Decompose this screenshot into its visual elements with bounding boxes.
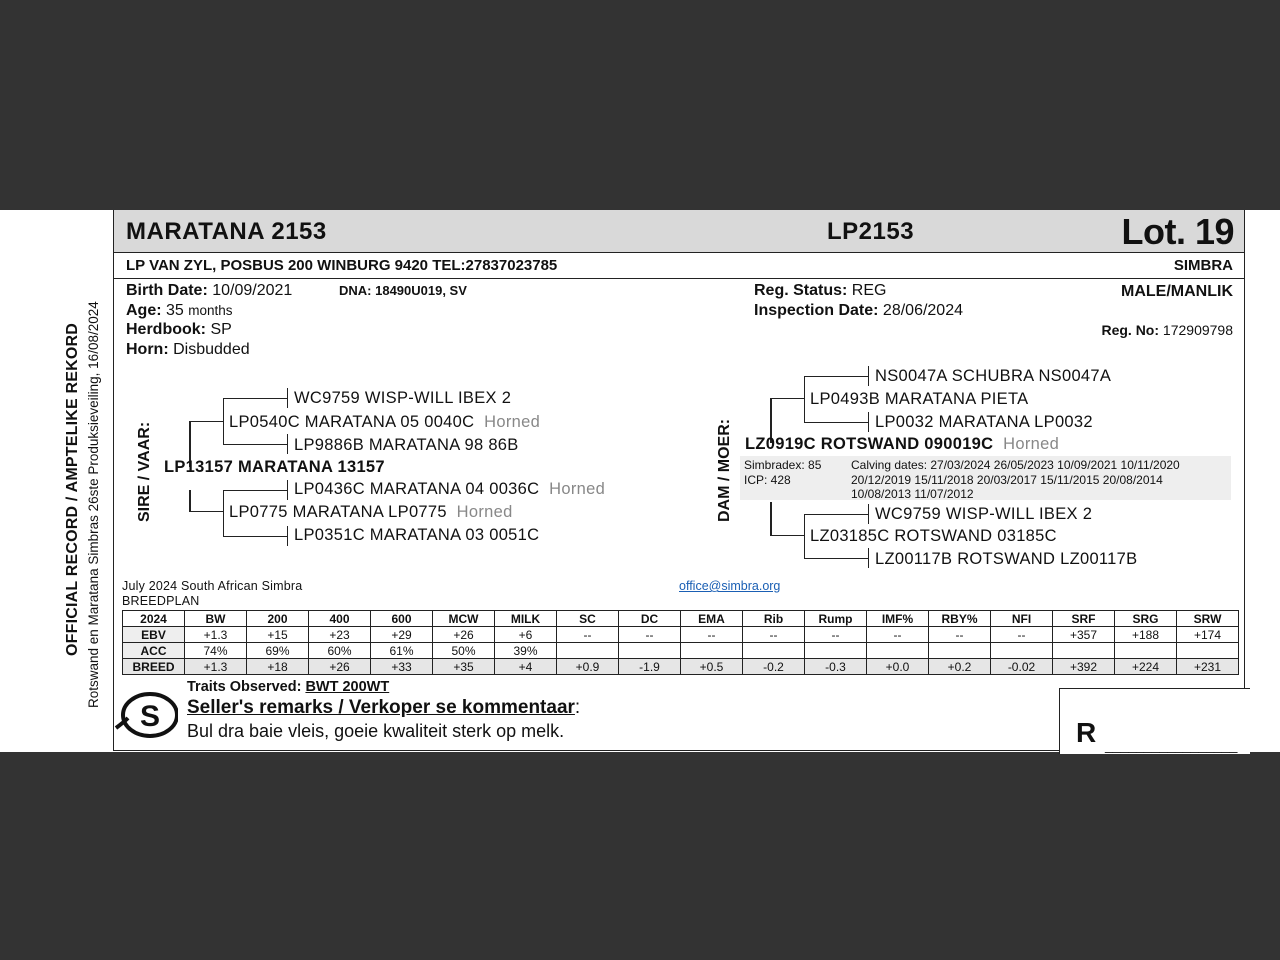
dam-dam-bracket-line bbox=[804, 514, 805, 559]
animal-name: MARATANA 2153 bbox=[126, 218, 327, 245]
table-cell: EBV bbox=[123, 627, 185, 643]
table-cell: +174 bbox=[1177, 627, 1239, 643]
table-cell bbox=[557, 643, 619, 659]
calving-dates: Calving dates: 27/03/2024 26/05/2023 10/09/2021 10/11/2020 20/12/2019 15/11/2018 20/03/2017 15/11/2015 20/08/2014 10/08/2013 11/07/2012 bbox=[851, 458, 1180, 501]
table-cell: +4 bbox=[495, 659, 557, 675]
table-cell: +0.9 bbox=[557, 659, 619, 675]
table-header-cell: RBY% bbox=[929, 611, 991, 627]
table-cell bbox=[929, 643, 991, 659]
table-row bbox=[123, 659, 1239, 675]
simbra-logo-icon bbox=[114, 688, 178, 748]
table-cell: -- bbox=[805, 627, 867, 643]
price-blank-line: _________________ bbox=[1105, 737, 1238, 753]
traits-observed: Traits Observed: BWT 200WT bbox=[187, 679, 390, 695]
owner-bar bbox=[114, 253, 1244, 279]
sire-dam-bracket-line bbox=[223, 536, 288, 537]
table-header-cell: BW bbox=[185, 611, 247, 627]
table-cell bbox=[681, 643, 743, 659]
pedigree-tick-line bbox=[868, 412, 869, 432]
pedigree-tick-line bbox=[868, 366, 869, 386]
dam-dam-bracket-line bbox=[804, 558, 869, 559]
animal-code: LP2153 bbox=[827, 218, 915, 245]
sire-bracket-line bbox=[189, 421, 223, 422]
pedigree-tick-line bbox=[868, 504, 869, 524]
dam-dam-bracket-line bbox=[804, 514, 869, 515]
lot-header bbox=[114, 210, 1244, 253]
table-cell: 69% bbox=[247, 643, 309, 659]
table-cell: BREED bbox=[123, 659, 185, 675]
dam-name: LZ0919C ROTSWAND 090019C Horned bbox=[745, 435, 1060, 453]
table-cell: +35 bbox=[433, 659, 495, 675]
table-header-cell: DC bbox=[619, 611, 681, 627]
sire-dam-name: LP0775 MARATANA LP0775 Horned bbox=[229, 503, 513, 521]
sire-dam-dam-name: LP0351C MARATANA 03 0051C bbox=[294, 526, 540, 544]
sire-sire-name: LP0540C MARATANA 05 0040C Horned bbox=[229, 413, 541, 431]
price-box[interactable] bbox=[1059, 688, 1250, 754]
table-cell bbox=[1053, 643, 1115, 659]
table-header-cell: 400 bbox=[309, 611, 371, 627]
table-header-cell: MCW bbox=[433, 611, 495, 627]
table-cell: +357 bbox=[1053, 627, 1115, 643]
dam-sire-name: LP0493B MARATANA PIETA bbox=[810, 390, 1029, 408]
table-header-cell: SRW bbox=[1177, 611, 1239, 627]
price-currency: R bbox=[1076, 717, 1097, 748]
table-cell: -- bbox=[929, 627, 991, 643]
dam-sire-bracket-line bbox=[804, 376, 805, 423]
dam-sire-bracket-line bbox=[804, 376, 869, 377]
table-cell: +392 bbox=[1053, 659, 1115, 675]
table-cell: +18 bbox=[247, 659, 309, 675]
dam-bracket-line bbox=[770, 502, 772, 536]
dam-sire-bracket-line bbox=[804, 422, 869, 423]
table-cell: -- bbox=[557, 627, 619, 643]
sire-sire-bracket-line bbox=[223, 444, 288, 445]
dam-sire-sire-name: NS0047A SCHUBRA NS0047A bbox=[875, 367, 1112, 385]
dam-indexes bbox=[744, 458, 821, 487]
sire-bracket-line bbox=[189, 511, 223, 512]
remarks-heading: Seller's remarks / Verkoper se kommentaar: bbox=[187, 697, 581, 718]
inspection-date-field: Inspection Date: 28/06/2024 bbox=[754, 302, 963, 319]
table-cell: +6 bbox=[495, 627, 557, 643]
table-cell: +33 bbox=[371, 659, 433, 675]
table-header-cell: SRG bbox=[1115, 611, 1177, 627]
simbradex-value: Simbradex: 85 bbox=[744, 458, 822, 472]
pedigree-tick-line bbox=[287, 526, 288, 546]
dna-info: DNA: 18490U019, SV bbox=[339, 283, 467, 298]
email-link[interactable]: office@simbra.org bbox=[679, 579, 781, 593]
table-header-cell: SRF bbox=[1053, 611, 1115, 627]
sex-label: MALE/MANLIK bbox=[1121, 283, 1233, 300]
pedigree-tick-line bbox=[287, 434, 288, 454]
dam-dam-dam-name: LZ00117B ROTSWAND LZ00117B bbox=[875, 550, 1138, 568]
table-cell: +0.0 bbox=[867, 659, 929, 675]
table-cell: +26 bbox=[309, 659, 371, 675]
icp-value: ICP: 428 bbox=[744, 472, 791, 487]
table-cell: +23 bbox=[309, 627, 371, 643]
table-cell: +15 bbox=[247, 627, 309, 643]
table-cell: 61% bbox=[371, 643, 433, 659]
dam-dam-name: LZ03185C ROTSWAND 03185C bbox=[810, 527, 1057, 545]
breed-name: SIMBRA bbox=[1173, 257, 1233, 274]
table-cell bbox=[805, 643, 867, 659]
table-cell: +0.5 bbox=[681, 659, 743, 675]
table-cell: -- bbox=[681, 627, 743, 643]
table-cell: -- bbox=[867, 627, 929, 643]
table-header-cell: IMF% bbox=[867, 611, 929, 627]
table-cell: -0.3 bbox=[805, 659, 867, 675]
table-cell: 50% bbox=[433, 643, 495, 659]
pedigree-tick-line bbox=[868, 548, 869, 568]
table-cell: +29 bbox=[371, 627, 433, 643]
table-header-cell: 2024 bbox=[123, 611, 185, 627]
table-header-cell: 600 bbox=[371, 611, 433, 627]
pedigree-tick-line bbox=[287, 388, 288, 408]
sire-sire-bracket-line bbox=[223, 398, 224, 445]
table-header-cell: NFI bbox=[991, 611, 1053, 627]
table-cell bbox=[991, 643, 1053, 659]
table-cell bbox=[1177, 643, 1239, 659]
table-cell: ACC bbox=[123, 643, 185, 659]
sire-bracket-line bbox=[189, 490, 191, 512]
sire-sire-dam-name: LP9886B MARATANA 98 86B bbox=[294, 436, 519, 454]
table-cell: +1.3 bbox=[185, 659, 247, 675]
table-cell: -- bbox=[743, 627, 805, 643]
table-cell: -- bbox=[991, 627, 1053, 643]
horn-field: Horn: Disbudded bbox=[126, 341, 250, 358]
owner-contact: LP VAN ZYL, POSBUS 200 WINBURG 9420 TEL:27837023785 bbox=[126, 257, 558, 274]
sire-dam-bracket-line bbox=[223, 490, 224, 537]
auction-subtitle: Rotswand en Maratana Simbras 26ste Produksieveiling, 16/08/2024 bbox=[86, 301, 101, 708]
table-row bbox=[123, 627, 1239, 643]
table-cell: 39% bbox=[495, 643, 557, 659]
table-cell: -1.9 bbox=[619, 659, 681, 675]
dam-sire-dam-name: LP0032 MARATANA LP0032 bbox=[875, 413, 1093, 431]
table-cell: +26 bbox=[433, 627, 495, 643]
table-cell: -0.02 bbox=[991, 659, 1053, 675]
dam-dam-sire-name: WC9759 WISP-WILL IBEX 2 bbox=[875, 505, 1093, 523]
table-header-cell: Rump bbox=[805, 611, 867, 627]
sire-sire-sire-name: WC9759 WISP-WILL IBEX 2 bbox=[294, 389, 512, 407]
dam-performance-box bbox=[740, 456, 1231, 500]
table-cell bbox=[743, 643, 805, 659]
table-cell bbox=[619, 643, 681, 659]
sire-label: SIRE / VAAR: bbox=[136, 421, 153, 522]
table-cell: +224 bbox=[1115, 659, 1177, 675]
lot-card bbox=[113, 210, 1245, 751]
table-cell: +1.3 bbox=[185, 627, 247, 643]
official-record-title: OFFICIAL RECORD / AMPTELIKE REKORD bbox=[64, 322, 81, 656]
table-header-cell: EMA bbox=[681, 611, 743, 627]
dam-label: DAM / MOER: bbox=[716, 418, 733, 522]
table-header-row bbox=[123, 611, 1239, 627]
table-header-cell: SC bbox=[557, 611, 619, 627]
table-cell bbox=[867, 643, 929, 659]
lot-number: Lot. 19 bbox=[1121, 211, 1234, 252]
table-cell: +188 bbox=[1115, 627, 1177, 643]
sire-dam-bracket-line bbox=[223, 490, 288, 491]
table-cell: 60% bbox=[309, 643, 371, 659]
breedplan-table bbox=[122, 610, 1239, 675]
sire-dam-sire-name: LP0436C MARATANA 04 0036C Horned bbox=[294, 480, 606, 498]
dam-bracket-line bbox=[770, 398, 804, 399]
table-cell: -0.2 bbox=[743, 659, 805, 675]
table-cell bbox=[1115, 643, 1177, 659]
table-cell: +0.2 bbox=[929, 659, 991, 675]
svg-text:S: S bbox=[139, 700, 161, 733]
birth-date-field: Birth Date: 10/09/2021 bbox=[126, 282, 293, 299]
herdbook-field: Herdbook: SP bbox=[126, 321, 232, 338]
table-header-cell: MILK bbox=[495, 611, 557, 627]
sire-name: LP13157 MARATANA 13157 bbox=[164, 458, 385, 476]
table-header-cell: Rib bbox=[743, 611, 805, 627]
reg-number: Reg. No: 172909798 bbox=[1101, 322, 1233, 338]
dam-bracket-line bbox=[770, 535, 804, 536]
seller-remarks: Bul dra baie vleis, goeie kwaliteit sterk op melk. bbox=[187, 721, 565, 741]
age-field: Age: 35 months bbox=[126, 302, 233, 319]
table-cell: +231 bbox=[1177, 659, 1239, 675]
table-row bbox=[123, 643, 1239, 659]
pedigree-tick-line bbox=[287, 480, 288, 500]
reg-status-field: Reg. Status: REG bbox=[754, 282, 887, 299]
table-header-cell: 200 bbox=[247, 611, 309, 627]
breedplan-label: July 2024 South African Simbra BREEDPLAN bbox=[122, 579, 303, 608]
table-cell: 74% bbox=[185, 643, 247, 659]
table-cell: -- bbox=[619, 627, 681, 643]
sire-sire-bracket-line bbox=[223, 398, 288, 399]
